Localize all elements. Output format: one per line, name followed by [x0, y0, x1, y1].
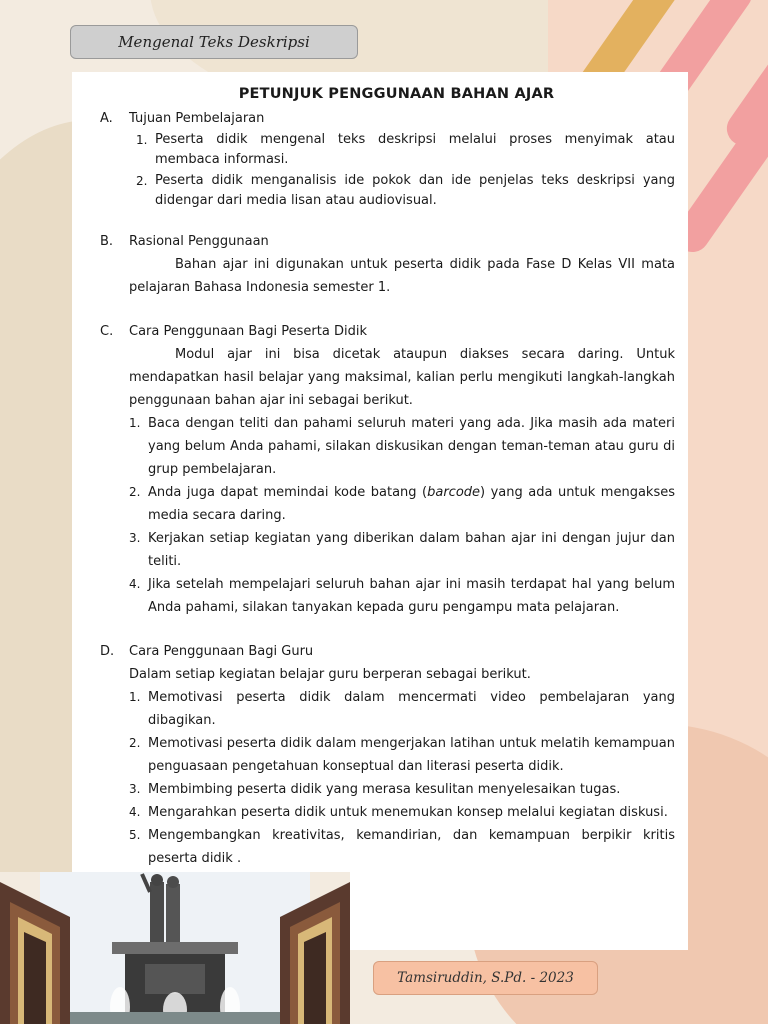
section-paragraph: Bahan ajar ini digunakan untuk peserta didik pada Fase D Kelas VII mata pelajaran Bahasa Indonesia semester 1.	[129, 257, 675, 295]
page-title: PETUNJUK PENGGUNAAN BAHAN AJAR	[238, 86, 555, 102]
list-item: 3. Kerjakan setiap kegiatan yang diberikan dalam bahan ajar ini dengan jujur dan teliti.	[129, 531, 675, 569]
section-rationale	[100, 231, 675, 299]
list-item: 2. Anda juga dapat memindai kode batang (barcode) yang ada untuk mengakses media secara daring.	[129, 485, 675, 523]
list-item: 1. Memotivasi peserta didik dalam mencermati video pembelajaran yang dibagikan.	[129, 690, 675, 728]
section-heading: Cara Penggunaan Bagi Guru	[129, 644, 314, 659]
section-letter: A.	[100, 111, 113, 126]
list-item: 2. Peserta didik menganalisis ide pokok dan ide penjelas teks deskripsi yang didengar dari media lisan atau audiovisual.	[136, 173, 675, 208]
section-paragraph: Modul ajar ini bisa dicetak ataupun diakses secara daring. Untuk mendapatkan hasil belajar yang maksimal, kalian perlu mengikuti langkah-langkah penggunaan bahan ajar ini sebagai berikut.	[129, 347, 675, 408]
section-intro: Dalam setiap kegiatan belajar guru berperan sebagai berikut.	[129, 667, 531, 682]
section-learning-goals	[100, 108, 675, 211]
section-letter: C.	[100, 324, 114, 339]
section-heading: Tujuan Pembelajaran	[129, 111, 265, 126]
author-label: Tamsiruddin, S.Pd. - 2023	[373, 961, 598, 995]
list-item: 3. Membimbing peserta didik yang merasa kesulitan menyelesaikan tugas.	[129, 782, 621, 797]
section-student-usage	[100, 321, 675, 619]
list-item: 4. Jika setelah mempelajari seluruh bahan ajar ini masih terdapat hal yang belum Anda pahami, silakan tanyakan kepada guru pengampu mata pelajaran.	[129, 577, 675, 615]
section-letter: D.	[100, 644, 115, 659]
section-letter: B.	[100, 234, 114, 249]
student-steps-list	[100, 412, 675, 619]
teacher-roles-list	[100, 686, 675, 870]
list-item: 5. Mengembangkan kreativitas, kemandirian, dan kemampuan berpikir kritis peserta didik .	[129, 828, 675, 866]
learning-goals-list	[100, 130, 675, 211]
list-item: 1. Peserta didik mengenal teks deskripsi melalui proses menyimak atau membaca informasi.	[136, 132, 675, 167]
monument-illustration	[0, 872, 350, 1024]
list-item: 1. Baca dengan teliti dan pahami seluruh materi yang ada. Jika masih ada materi yang belum Anda pahami, silakan diskusikan dengan teman-teman atau guru di grup pembelajaran.	[129, 416, 675, 477]
barcode-term: barcode	[427, 485, 481, 500]
list-item: 2. Memotivasi peserta didik dalam mengerjakan latihan untuk melatih kemampuan penguasaan pengetahuan konseptual dan literasi peserta didik.	[129, 736, 675, 774]
header-label: Mengenal Teks Deskripsi	[70, 25, 358, 59]
list-item: 4. Mengarahkan peserta didik untuk menemukan konsep melalui kegiatan diskusi.	[129, 805, 668, 820]
section-heading: Cara Penggunaan Bagi Peserta Didik	[129, 324, 367, 339]
document-content	[100, 86, 675, 884]
section-teacher-usage	[100, 641, 675, 870]
section-heading: Rasional Penggunaan	[129, 234, 269, 249]
